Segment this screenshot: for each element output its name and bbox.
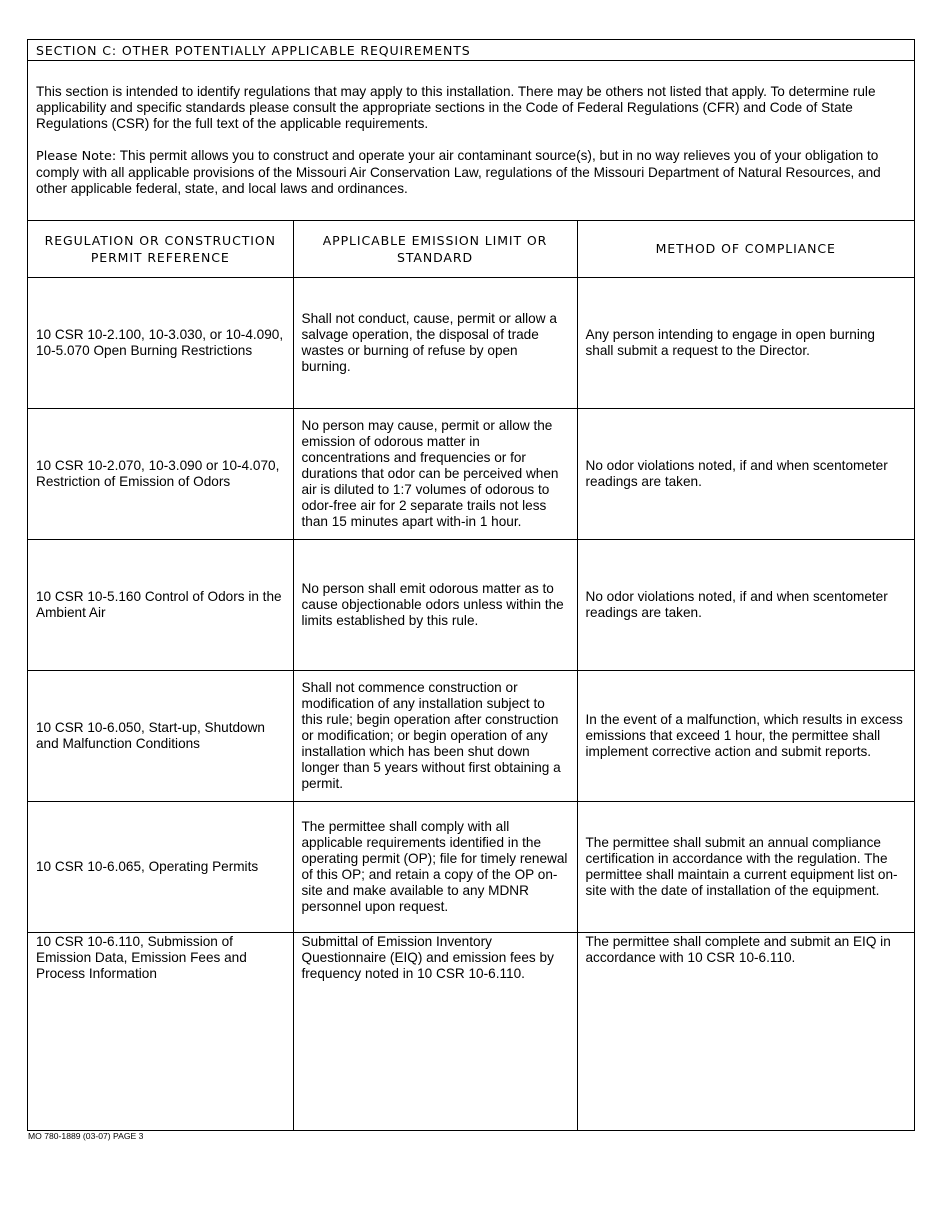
compliance-cell: The permittee shall complete and submit an EIQ in accordance with 10 CSR 10-6.110. — [577, 932, 914, 1130]
note-text: This permit allows you to construct and operate your air contaminant source(s), but in no way relieves you of your obligation to comply with all applicable provisions of the Missouri Air Conservation Law, regulations of the Missouri Department of Natural Resources, and other applicable federal, state, and local laws and ordinances. — [36, 148, 881, 196]
table-row — [28, 932, 914, 1130]
requirements-table — [28, 221, 914, 1130]
compliance-cell: In the event of a malfunction, which results in excess emissions that exceed 1 hour, the permittee shall implement corrective action and submit reports. — [577, 670, 914, 801]
limit-cell: The permittee shall comply with all applicable requirements identified in the operating permit (OP); file for timely renewal of this OP; and retain a copy of the OP on-site and make available to any MDNR personnel upon request. — [293, 801, 577, 932]
header-regulation: REGULATION OR CONSTRUCTION PERMIT REFERENCE — [28, 221, 293, 277]
table-row — [28, 408, 914, 539]
table-row — [28, 670, 914, 801]
section-title: SECTION C: OTHER POTENTIALLY APPLICABLE REQUIREMENTS — [28, 40, 914, 61]
regulation-cell: 10 CSR 10-2.100, 10-3.030, or 10-4.090, 10-5.070 Open Burning Restrictions — [28, 277, 293, 408]
regulation-cell: 10 CSR 10-6.110, Submission of Emission Data, Emission Fees and Process Information — [28, 932, 293, 1130]
limit-cell: Shall not conduct, cause, permit or allow a salvage operation, the disposal of trade wastes or burning of refuse by open burning. — [293, 277, 577, 408]
intro-paragraph: This section is intended to identify regulations that may apply to this installation. There may be others not listed that apply. To determine rule applicability and specific standards please consult the appropriate sections in the Code of Federal Regulations (CFR) and Code of State Regulations (CSR) for the full text of the applicable requirements. — [36, 84, 876, 131]
table-row — [28, 801, 914, 932]
regulation-cell: 10 CSR 10-6.050, Start-up, Shutdown and Malfunction Conditions — [28, 670, 293, 801]
table-header-row — [28, 221, 914, 277]
compliance-cell: Any person intending to engage in open burning shall submit a request to the Director. — [577, 277, 914, 408]
note-paragraph — [36, 148, 906, 197]
table-row — [28, 277, 914, 408]
regulation-cell: 10 CSR 10-6.065, Operating Permits — [28, 801, 293, 932]
limit-cell: No person shall emit odorous matter as to cause objectionable odors unless within the limits established by this rule. — [293, 539, 577, 670]
limit-cell: Submittal of Emission Inventory Questionnaire (EIQ) and emission fees by frequency noted in 10 CSR 10-6.110. — [293, 932, 577, 1130]
limit-cell: No person may cause, permit or allow the emission of odorous matter in concentrations and frequencies or for durations that odor can be perceived when air is diluted to 1:7 volumes of odorous to odor-free air for 2 separate trails not less than 15 minutes apart with-in 1 hour. — [293, 408, 577, 539]
header-emission-limit: APPLICABLE EMISSION LIMIT OR STANDARD — [293, 221, 577, 277]
compliance-cell: No odor violations noted, if and when scentometer readings are taken. — [577, 408, 914, 539]
compliance-cell: The permittee shall submit an annual compliance certification in accordance with the regulation. The permittee shall maintain a current equipment list on-site with the date of installation of the equipment. — [577, 801, 914, 932]
intro-block — [28, 61, 914, 221]
regulation-cell: 10 CSR 10-5.160 Control of Odors in the Ambient Air — [28, 539, 293, 670]
compliance-cell: No odor violations noted, if and when scentometer readings are taken. — [577, 539, 914, 670]
limit-cell: Shall not commence construction or modification of any installation subject to this rule; begin operation after construction or modification; or begin operation of any installation which has been shut down longer than 5 years without first obtaining a permit. — [293, 670, 577, 801]
regulation-cell: 10 CSR 10-2.070, 10-3.090 or 10-4.070, Restriction of Emission of Odors — [28, 408, 293, 539]
table-row — [28, 539, 914, 670]
requirements-form — [27, 39, 915, 1131]
note-label: Please Note: — [36, 149, 117, 164]
header-method-of-compliance: METHOD OF COMPLIANCE — [577, 221, 914, 277]
form-footer: MO 780-1889 (03-07) PAGE 3 — [28, 1131, 144, 1141]
